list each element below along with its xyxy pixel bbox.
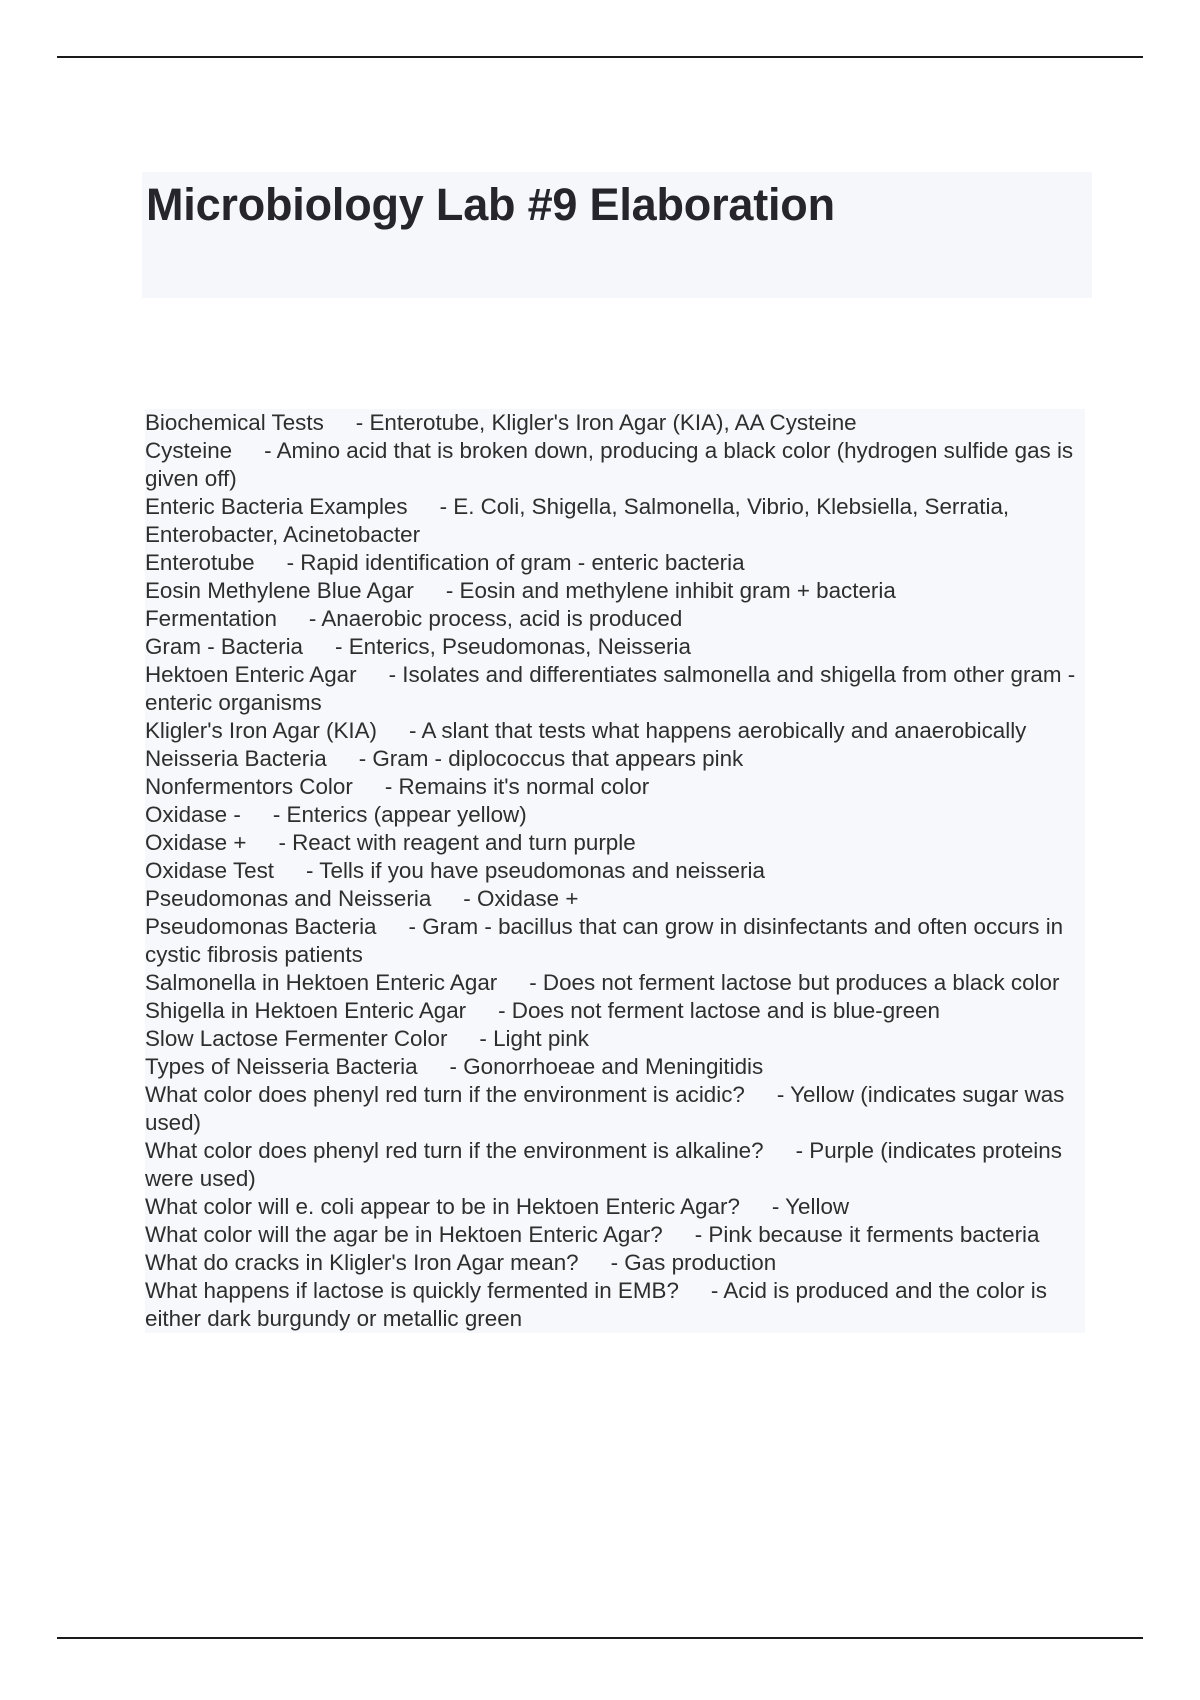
flashcard-entry <box>145 437 1085 493</box>
entry-definition: - A slant that tests what happens aerobically and anaerobically <box>409 718 1027 743</box>
entry-term: What color does phenyl red turn if the environment is acidic? <box>145 1082 745 1107</box>
entry-term: Nonfermentors Color <box>145 774 353 799</box>
entry-term: Salmonella in Hektoen Enteric Agar <box>145 970 498 995</box>
entry-definition: - Gonorrhoeae and Meningitidis <box>449 1054 764 1079</box>
entry-definition: - Isolates and differentiates salmonella and shigella from other gram - enteric organisms <box>145 662 1076 715</box>
entry-term: Pseudomonas Bacteria <box>145 914 377 939</box>
entry-term: Kligler's Iron Agar (KIA) <box>145 718 377 743</box>
entry-term: Biochemical Tests <box>145 410 324 435</box>
entry-term: Cysteine <box>145 438 233 463</box>
flashcard-entry <box>145 661 1085 717</box>
top-rule <box>57 56 1143 58</box>
flashcard-entry <box>145 885 1085 913</box>
entry-definition: - Gas production <box>610 1250 777 1275</box>
entry-term: What color will the agar be in Hektoen Enteric Agar? <box>145 1222 663 1247</box>
flashcard-entry <box>145 773 1085 801</box>
entry-term: Gram - Bacteria <box>145 634 304 659</box>
entry-term: Fermentation <box>145 606 277 631</box>
flashcard-entry <box>145 745 1085 773</box>
flashcard-entry <box>145 1193 1085 1221</box>
entry-term: Pseudomonas and Neisseria <box>145 886 432 911</box>
entry-definition: - Yellow <box>771 1194 850 1219</box>
entry-definition: - E. Coli, Shigella, Salmonella, Vibrio, Klebsiella, Serratia, Enterobacter, Acinetobacter <box>145 494 1010 547</box>
entry-definition: - Remains it's normal color <box>384 774 650 799</box>
flashcard-entry <box>145 1277 1085 1333</box>
flashcard-list <box>145 409 1085 1333</box>
entry-definition: - Tells if you have pseudomonas and neisseria <box>306 858 765 883</box>
flashcard-entry <box>145 801 1085 829</box>
flashcard-entry <box>145 1025 1085 1053</box>
entry-definition: - Light pink <box>479 1026 589 1051</box>
flashcard-entry <box>145 633 1085 661</box>
entry-term: Types of Neisseria Bacteria <box>145 1054 418 1079</box>
flashcard-entry <box>145 829 1085 857</box>
entry-definition: - Amino acid that is broken down, producing a black color (hydrogen sulfide gas is given off) <box>145 438 1074 491</box>
entry-definition: - Anaerobic process, acid is produced <box>308 606 683 631</box>
entry-definition: - React with reagent and turn purple <box>278 830 636 855</box>
entry-term: What color does phenyl red turn if the environment is alkaline? <box>145 1138 764 1163</box>
entry-term: What happens if lactose is quickly fermented in EMB? <box>145 1278 679 1303</box>
entry-definition: - Gram - bacillus that can grow in disinfectants and often occurs in cystic fibrosis patients <box>145 914 1064 967</box>
flashcard-entry <box>145 997 1085 1025</box>
entry-term: Eosin Methylene Blue Agar <box>145 578 414 603</box>
document-title: Microbiology Lab #9 Elaboration <box>146 179 835 230</box>
entry-definition: - Enterics, Pseudomonas, Neisseria <box>335 634 691 659</box>
flashcard-entry <box>145 493 1085 549</box>
flashcard-entry <box>145 913 1085 969</box>
entry-term: Oxidase + <box>145 830 247 855</box>
flashcard-entry <box>145 717 1085 745</box>
flashcard-entry <box>145 549 1085 577</box>
entry-definition: - Acid is produced and the color is either dark burgundy or metallic green <box>145 1278 1047 1331</box>
entry-term: Shigella in Hektoen Enteric Agar <box>145 998 467 1023</box>
entry-definition: - Rapid identification of gram - enteric bacteria <box>286 550 745 575</box>
entry-definition: - Eosin and methylene inhibit gram + bacteria <box>445 578 896 603</box>
flashcard-entry <box>145 1221 1085 1249</box>
entry-term: Oxidase Test <box>145 858 275 883</box>
flashcard-entry <box>145 1249 1085 1277</box>
entry-term: Neisseria Bacteria <box>145 746 327 771</box>
entry-term: What color will e. coli appear to be in Hektoen Enteric Agar? <box>145 1194 740 1219</box>
flashcard-entry <box>145 605 1085 633</box>
entry-term: Enterotube <box>145 550 255 575</box>
entry-definition: - Gram - diplococcus that appears pink <box>358 746 744 771</box>
entry-definition: - Pink because it ferments bacteria <box>694 1222 1040 1247</box>
entry-term: What do cracks in Kligler's Iron Agar mean? <box>145 1250 579 1275</box>
flashcard-entry <box>145 1137 1085 1193</box>
entry-definition: - Does not ferment lactose and is blue-green <box>498 998 940 1023</box>
entry-definition: - Enterotube, Kligler's Iron Agar (KIA), AA Cysteine <box>355 410 857 435</box>
entry-term: Hektoen Enteric Agar <box>145 662 357 687</box>
title-block <box>142 172 1092 298</box>
flashcard-entry <box>145 969 1085 997</box>
entry-definition: - Enterics (appear yellow) <box>272 802 527 827</box>
entry-term: Enteric Bacteria Examples <box>145 494 408 519</box>
bottom-rule <box>57 1637 1143 1639</box>
entry-definition: - Oxidase + <box>463 886 579 911</box>
entry-term: Slow Lactose Fermenter Color <box>145 1026 448 1051</box>
entry-definition: - Purple (indicates proteins were used) <box>145 1138 1062 1191</box>
flashcard-entry <box>145 409 1085 437</box>
flashcard-entry <box>145 857 1085 885</box>
flashcard-entry <box>145 1053 1085 1081</box>
flashcard-entry <box>145 577 1085 605</box>
entry-definition: - Does not ferment lactose but produces a black color <box>529 970 1060 995</box>
flashcard-entry <box>145 1081 1085 1137</box>
entry-term: Oxidase - <box>145 802 241 827</box>
entry-definition: - Yellow (indicates sugar was used) <box>145 1082 1065 1135</box>
